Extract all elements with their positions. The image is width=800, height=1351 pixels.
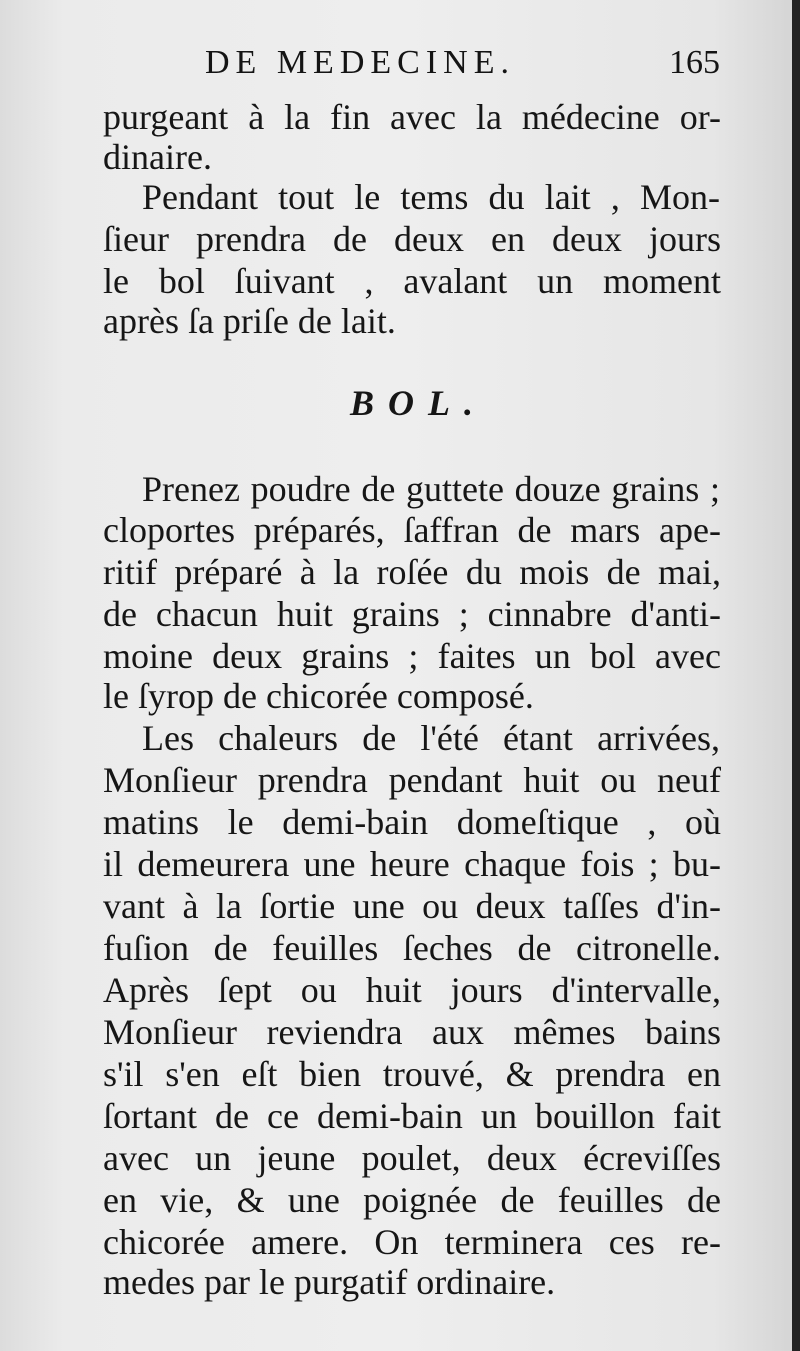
text-line: Monſieur prendra pendant huit ou neuf: [103, 760, 721, 800]
text-line: ſieur prendra de deux en deux jours: [103, 219, 721, 259]
page-edge-shadow: [792, 0, 800, 1351]
text-line: chicorée amere. On terminera ces re-: [103, 1222, 721, 1262]
text-line: dinaire.: [103, 137, 212, 177]
text-line: fuſion de feuilles ſeches de citronelle.: [103, 928, 721, 968]
text-line: Pendant tout le tems du lait , Mon-: [142, 177, 720, 217]
text-line: le ſyrop de chicorée composé.: [103, 676, 534, 716]
text-line: vant à la ſortie une ou deux taſſes d'in-: [103, 886, 721, 926]
text-line: Les chaleurs de l'été étant arrivées,: [142, 718, 720, 758]
text-line: purgeant à la fin avec la médecine or-: [103, 97, 721, 137]
text-line: Après ſept ou huit jours d'intervalle,: [103, 970, 721, 1010]
running-title: DE MEDECINE.: [205, 44, 515, 81]
text-line: avec un jeune poulet, deux écreviſſes: [103, 1138, 721, 1178]
text-line: cloportes préparés, ſaffran de mars ape-: [103, 510, 721, 550]
text-line: s'il s'en eſt bien trouvé, & prendra en: [103, 1054, 721, 1094]
text-line: medes par le purgatif ordinaire.: [103, 1262, 556, 1302]
running-header: [205, 44, 720, 94]
text-line: de chacun huit grains ; cinnabre d'anti-: [103, 594, 721, 634]
text-line: le bol ſuivant , avalant un moment: [103, 261, 721, 301]
text-line: Monſieur reviendra aux mêmes bains: [103, 1012, 721, 1052]
text-line: en vie, & une poignée de feuilles de: [103, 1180, 721, 1220]
text-line: matins le demi-bain domeſtique , où: [103, 802, 721, 842]
page-number: 165: [669, 44, 720, 81]
section-heading: BOL.: [350, 383, 487, 423]
text-line: il demeurera une heure chaque fois ; bu-: [103, 844, 721, 884]
text-line: ſortant de ce demi-bain un bouillon fait: [103, 1096, 721, 1136]
text-line: ritif préparé à la roſée du mois de mai,: [103, 552, 721, 592]
text-line: après ſa priſe de lait.: [103, 301, 396, 341]
text-line: Prenez poudre de guttete douze grains ;: [142, 469, 720, 509]
text-line: moine deux grains ; faites un bol avec: [103, 636, 721, 676]
